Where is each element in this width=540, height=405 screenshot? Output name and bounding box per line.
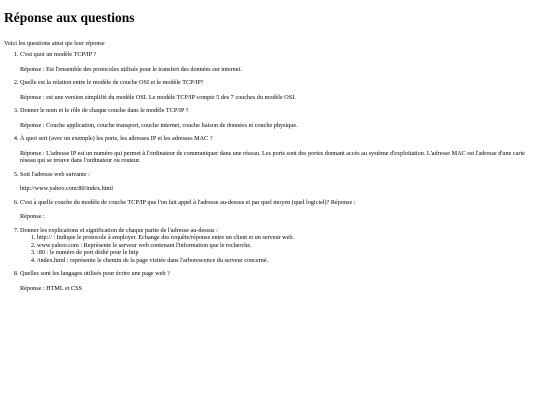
url-part-item: 3. :80 : le numéro de port dédié pour le http	[37, 249, 536, 257]
question-text: 8. Quelles sont les langages utilisés pour écrire une page web ?	[20, 270, 170, 277]
question-item	[20, 171, 536, 193]
url-part-item: 4. /index.html : représente le chemin de la page visitée dans l'arborescence du serveur concerné.	[37, 257, 536, 265]
question-text: 7. Donner les explications et signification de chaque partie de l'adresse au-dessus :	[20, 226, 218, 234]
answer-url-text: http://www.yahoo.com:80/index.html	[20, 185, 113, 192]
answer-text: Réponse : est une version simplifié du modèle OSI. Le modèle TCP/IP compte 5 des 7 couches du modèle OSI.	[20, 93, 296, 101]
intro-text: Voici les questions ainsi qie leur réponse	[4, 40, 105, 47]
question-item	[20, 270, 536, 292]
page-title: Réponse aux questions	[4, 10, 135, 25]
question-text: 3. Donner le nom et le rôle de chaque couche dans le modèle TCP/IP ?	[20, 107, 189, 114]
answer-text: Réponse : Couche application, couche transport, couche internet, couche liaison de données et couche physique.	[20, 121, 298, 129]
question-text: 4. À quoi sert (avec un exemple) les ports, les adresses IP et les adresses MAC ?	[20, 135, 213, 142]
answer-text: Réponse : HTML et CSS	[20, 284, 82, 292]
question-item	[20, 135, 536, 165]
question-item	[20, 51, 536, 73]
answer-text: Réponse : Est l'ensemble des protocoles utilisés pour le transfert des données sur internet.	[20, 65, 242, 73]
question-text: 5. Soit l'adresse web suivante :	[20, 170, 90, 178]
question-text: 2. Quelle est la relation entre le modèle de couche OSI et le modèle TCP/IP?	[20, 79, 204, 86]
question-item	[20, 107, 536, 129]
url-part-item: 2. www.yahoo.com : Représente le serveur web contenant l'information que le recherche.	[37, 242, 536, 250]
questions-list	[4, 51, 536, 292]
question-item	[20, 79, 536, 101]
url-parts-list	[20, 234, 536, 264]
question-item	[20, 199, 536, 221]
question-item	[20, 227, 536, 265]
question-text: 6. C'est à quelle couche du modèle de couche TCP/IP que l'on fait appel à l'adresse au-dessus et par quel moyen (quel logiciel)? Réponse :	[20, 198, 356, 206]
answer-text: Réponse : L'adresse IP est un numéro qui permet à l'ordinateur de communiquer dans une réseau. Les ports sont des portes donnant accès au système d'exploitation. L'adresse MAC est l'adresse d'une carte réseau qui se trouve dans l'ordinateur ou routeur.	[20, 149, 525, 164]
answer-text: Réponse :	[20, 213, 45, 220]
question-text: 1. C'est quoi un modèle TCP/IP ?	[20, 51, 97, 58]
url-part-item: 1. http:// : Indique le protocole à employer. Echange des requête/réponse entre un client et un serveur web.	[37, 234, 536, 242]
